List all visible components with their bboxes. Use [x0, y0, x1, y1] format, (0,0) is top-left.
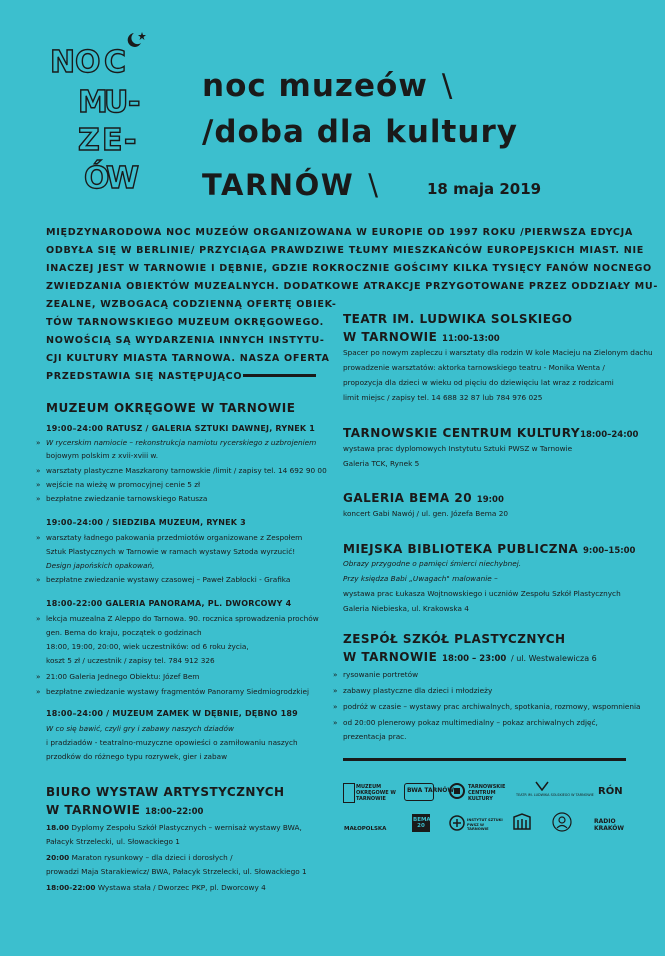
moon-star-icon	[126, 30, 148, 50]
logo-letter: U	[104, 85, 130, 120]
logo-letter: M	[78, 85, 109, 120]
event-line: bezpłatne zwiedzanie wystawy czasowej – Paweł Zabłocki - Grafika	[46, 575, 291, 584]
biuro-title-2	[46, 803, 203, 817]
biuro-line-text: Maraton rysunkowy – dla dzieci i dorosłych /	[71, 853, 233, 862]
event-line: propozycja dla dzieci w wieku od pięciu do dziewięciu lat wraz z rodzicami	[343, 378, 614, 387]
biuro-line: Pałacyk Strzelecki, ul. Słowackiego 1	[46, 837, 180, 846]
event-line: bojowym polskim z xvii-xviii w.	[46, 451, 159, 460]
event-line: od 20:00 plenerowy pokaz multimedialny – pokaz archiwalnych zdjęć,	[343, 718, 598, 727]
logo-letter: -	[124, 123, 138, 158]
event-line: Sztuk Plastycznych w Tarnowie w ramach wystawy Sztoda wyrzucić!	[46, 547, 296, 556]
intro-line: INACZEJ JEST W TARNOWIE I DĘBNIE, GDZIE ROKROCZNIE GOŚCIMY KILKA TYSIĘCY FANÓW NOCNEGO	[46, 263, 652, 274]
tck-time: 18:00–24:00	[580, 430, 639, 440]
biuro-line	[46, 822, 302, 834]
logo-letter: E	[102, 123, 124, 158]
bullet: »	[36, 480, 41, 489]
bema20-logo	[412, 814, 430, 832]
event-line: bezpłatne zwiedzanie wystawy fragmentów Panoramy Siedmiogrodzkiej	[46, 687, 310, 696]
portrait-logo	[552, 812, 572, 832]
event-line: warsztaty ładnego pakowania przedmiotów organizowane z Zespołem	[46, 533, 303, 542]
event-line: wystawa prac Łukasza Wojtnowskiego i uczniów Zespołu Szkół Plastycznych	[343, 589, 621, 598]
title-line-2: /doba dla kultury	[202, 114, 518, 150]
event-line: W rycerskim namiocie – rekonstrukcja namiotu rycerskiego z uzbrojeniem	[46, 438, 317, 447]
mbp-title-text: MIEJSKA BIBLIOTEKA PUBLICZNA	[343, 542, 579, 556]
event-line: koszt 5 zł / uczestnik / zapisy tel. 784 912 326	[46, 656, 215, 665]
biuro-line-text: Wystawa stała / Dworzec PKP, pl. Dworcowy 4	[97, 883, 266, 892]
biuro-line	[46, 882, 266, 894]
library-logo	[512, 813, 532, 831]
zsp-title: ZESPÓŁ SZKÓŁ PLASTYCZNYCH	[343, 632, 566, 646]
event-line: bezpłatne zwiedzanie tarnowskiego Ratusza	[46, 494, 208, 503]
muzeum-title: MUZEUM OKRĘGOWE W TARNOWIE	[46, 401, 296, 415]
logo-letter: N	[50, 45, 77, 80]
event-line: Obrazy przygodne o pamięci śmierci niechybnej.	[343, 559, 522, 568]
pwsz-logo: INSTYTUT SZTUKI PWSZ W TARNOWIE	[467, 818, 503, 831]
zsp-address: / ul. Westwalewicza 6	[511, 654, 597, 663]
debno-heading: 18:00–24:00 / MUZEUM ZAMEK W DĘBNIE, DĘBNO 189	[46, 709, 298, 718]
bullet: »	[333, 686, 338, 695]
logo-letter: Z	[78, 123, 101, 158]
pwsz-logo-mark	[449, 815, 465, 831]
tck-logo: TARNOWSKIE CENTRUM KULTURY	[468, 784, 506, 802]
muzeum-logo: MUZEUM OKRĘGOWE W TARNOWIE	[356, 784, 396, 802]
bwa-logo	[404, 783, 454, 801]
event-line: Przy księdza Babi „Uwagach" malowanie –	[343, 574, 498, 583]
logo-letter: Ó	[84, 161, 111, 196]
siedziba-heading: 19:00–24:00 / SIEDZIBA MUZEUM, RYNEK 3	[46, 518, 246, 527]
biuro-line-time: 18.00	[46, 823, 70, 832]
biuro-line	[46, 852, 233, 864]
intro-line: NOWOŚCIĄ SĄ WYDARZENIA INNYCH INSTYTU-	[46, 335, 325, 346]
intro-line: PRZEDSTAWIA SIĘ NASTĘPUJĄCO	[46, 371, 243, 382]
event-line: limit miejsc / zapisy tel. 14 688 32 87 lub 784 976 025	[343, 393, 543, 402]
tck-logo-mark	[448, 782, 466, 800]
mbp-title	[343, 542, 635, 556]
radio-krakow-logo: RADIO KRAKÓW	[594, 818, 625, 832]
event-line: Galeria Niebieska, ul. Krakowska 4	[343, 604, 469, 613]
logo-letter: -	[128, 85, 142, 120]
bullet: »	[333, 702, 338, 711]
bwa-logo-text: BWA TARNÓW	[407, 787, 454, 794]
biuro-line-time: 20:00	[46, 853, 70, 862]
logo-letter: W	[106, 161, 141, 196]
teatr-logo-mark	[535, 781, 549, 791]
biuro-line: prowadzi Maja Starakiewicz/ BWA, Pałacyk Strzelecki, ul. Słowackiego 1	[46, 867, 307, 876]
event-line: gen. Bema do kraju, początek o godzinach	[46, 628, 202, 637]
bullet: »	[36, 494, 41, 503]
logo-letter: O	[75, 45, 102, 80]
intro-line: TÓW TARNOWSKIEGO MUZEUM OKRĘGOWEGO.	[46, 317, 325, 328]
zsp-title-2	[343, 650, 597, 664]
malopolska-logo: MAŁOPOLSKA	[344, 826, 387, 832]
event-line: lekcja muzealna Z Aleppo do Tarnowa. 90. rocznica sprowadzenia prochów	[46, 614, 319, 623]
event-line: prezentacja prac.	[343, 732, 407, 741]
teatr-logo: TEATR IM. LUDWIKA SOLSKIEGO W TARNOWIE	[516, 793, 594, 797]
title-line-1	[202, 68, 453, 104]
teatr-time: 11:00-13:00	[442, 334, 500, 344]
bema-title	[343, 491, 504, 505]
event-line: W co się bawić, czyli gry i zabawy naszych dziadów	[46, 724, 234, 733]
bema-title-text: GALERIA BEMA 20	[343, 491, 473, 505]
bullet: »	[333, 718, 338, 727]
divider-rule	[243, 374, 316, 377]
bema-time: 19:00	[476, 495, 504, 505]
biuro-line-time: 18:00-22:00	[46, 883, 96, 892]
bullet: »	[36, 438, 41, 447]
zsp-title-city: W TARNOWIE	[343, 650, 438, 664]
ratusz-heading: 19:00–24:00 RATUSZ / GALERIA SZTUKI DAWNEJ, RYNEK 1	[46, 424, 316, 433]
event-line: i pradziadów - teatralno-muzyczne opowieści o zamiłowaniu naszych	[46, 738, 298, 747]
teatr-title: TEATR IM. LUDWIKA SOLSKIEGO	[343, 312, 573, 326]
event-line: Galeria TCK, Rynek 5	[343, 459, 420, 468]
biuro-title-city: W TARNOWIE	[46, 803, 141, 817]
panorama-heading: 18:00-22:00 GALERIA PANORAMA, PL. DWORCOWY 4	[46, 599, 292, 608]
city-name: TARNÓW	[202, 168, 355, 202]
bullet: »	[36, 466, 41, 475]
event-date: 18 maja 2019	[427, 180, 542, 198]
intro-line: ZWIEDZANIA OBIEKTÓW MUZEALNYCH. DODATKOWE ATRAKCJE PRZYGOTOWANE PRZEZ ODDZIAŁY MU-	[46, 281, 659, 292]
mbp-time: 9:00–15:00	[583, 546, 636, 556]
muzeum-logo-mark	[343, 783, 355, 803]
event-line: prowadzenie warsztatów: aktorka tarnowskiego teatru - Monika Wenta /	[343, 363, 605, 372]
teatr-title-city: W TARNOWIE	[343, 330, 438, 344]
backslash-glyph: \	[441, 68, 454, 104]
event-line: 18:00, 19:00, 20:00, wiek uczestników: od 6 roku życia,	[46, 642, 249, 651]
backslash-glyph: \	[368, 168, 380, 202]
intro-line: CJI KULTURY MIASTA TARNOWA. NASZA OFERTA	[46, 353, 330, 364]
logo-letter: C	[104, 45, 128, 80]
event-line: 21:00 Galeria Jednego Obiektu: Józef Bem	[46, 672, 200, 681]
tck-title-text: TARNOWSKIE CENTRUM KULTURY	[343, 426, 581, 440]
divider-rule	[343, 758, 626, 761]
biuro-line-text: Dyplomy Zespołu Szkół Plastycznych – wernisaż wystawy BWA,	[71, 823, 302, 832]
title-text: noc muzeów	[202, 68, 428, 104]
bema20-logo-text: BEMA 20	[413, 817, 431, 829]
ron-logo: RÓN	[598, 786, 623, 797]
bullet: »	[333, 670, 338, 679]
event-line: wejście na wieżę w promocyjnej cenie 5 zł	[46, 480, 201, 489]
event-line: przodków do różnego typu rozrywek, gier i zabaw	[46, 752, 228, 761]
teatr-title-2	[343, 330, 500, 344]
intro-line: MIĘDZYNARODOWA NOC MUZEÓW ORGANIZOWANA W EUROPIE OD 1997 ROKU /PIERWSZA EDYCJA	[46, 227, 634, 238]
event-line: rysowanie portretów	[343, 670, 419, 679]
bullet: »	[36, 575, 41, 584]
event-line: podróż w czasie – wystawy prac archiwalnych, spotkania, rozmowy, wspomnienia	[343, 702, 641, 711]
event-line: koncert Gabi Nawój / ul. gen. Józefa Bema 20	[343, 509, 508, 518]
event-line: Spacer po nowym zapleczu i warsztaty dla rodzin W kole Macieju na Zielonym dachu	[343, 348, 653, 357]
bullet: »	[36, 687, 41, 696]
event-line: zabawy plastyczne dla dzieci i młodzieży	[343, 686, 493, 695]
event-line: wystawa prac dyplomowych Instytutu Sztuki PWSZ w Tarnowie	[343, 444, 573, 453]
intro-line: ODBYŁA SIĘ W BERLINIE/ PRZYCIĄGA PRAWDZIWE TŁUMY MIESZKAŃCÓW EUROPEJSKICH MIAST. NIE	[46, 245, 644, 256]
bullet: »	[36, 672, 41, 681]
biuro-time: 18:00–22:00	[145, 807, 204, 817]
bullet: »	[36, 533, 41, 542]
biuro-title: BIURO WYSTAW ARTYSTYCZNYCH	[46, 785, 285, 799]
zsp-time: 18:00 – 23:00	[442, 654, 507, 664]
event-line: Design japońskich opakowań,	[46, 561, 155, 570]
tck-title	[343, 426, 638, 440]
title-line-3	[202, 168, 380, 202]
bullet: »	[36, 614, 41, 623]
intro-line: ZEALNE, WZBOGACĄ CODZIENNĄ OFERTĘ OBIEK-	[46, 299, 337, 310]
event-line: warsztaty plastyczne Maszkarony tarnowskie /limit / zapisy tel. 14 692 90 00	[46, 466, 327, 475]
